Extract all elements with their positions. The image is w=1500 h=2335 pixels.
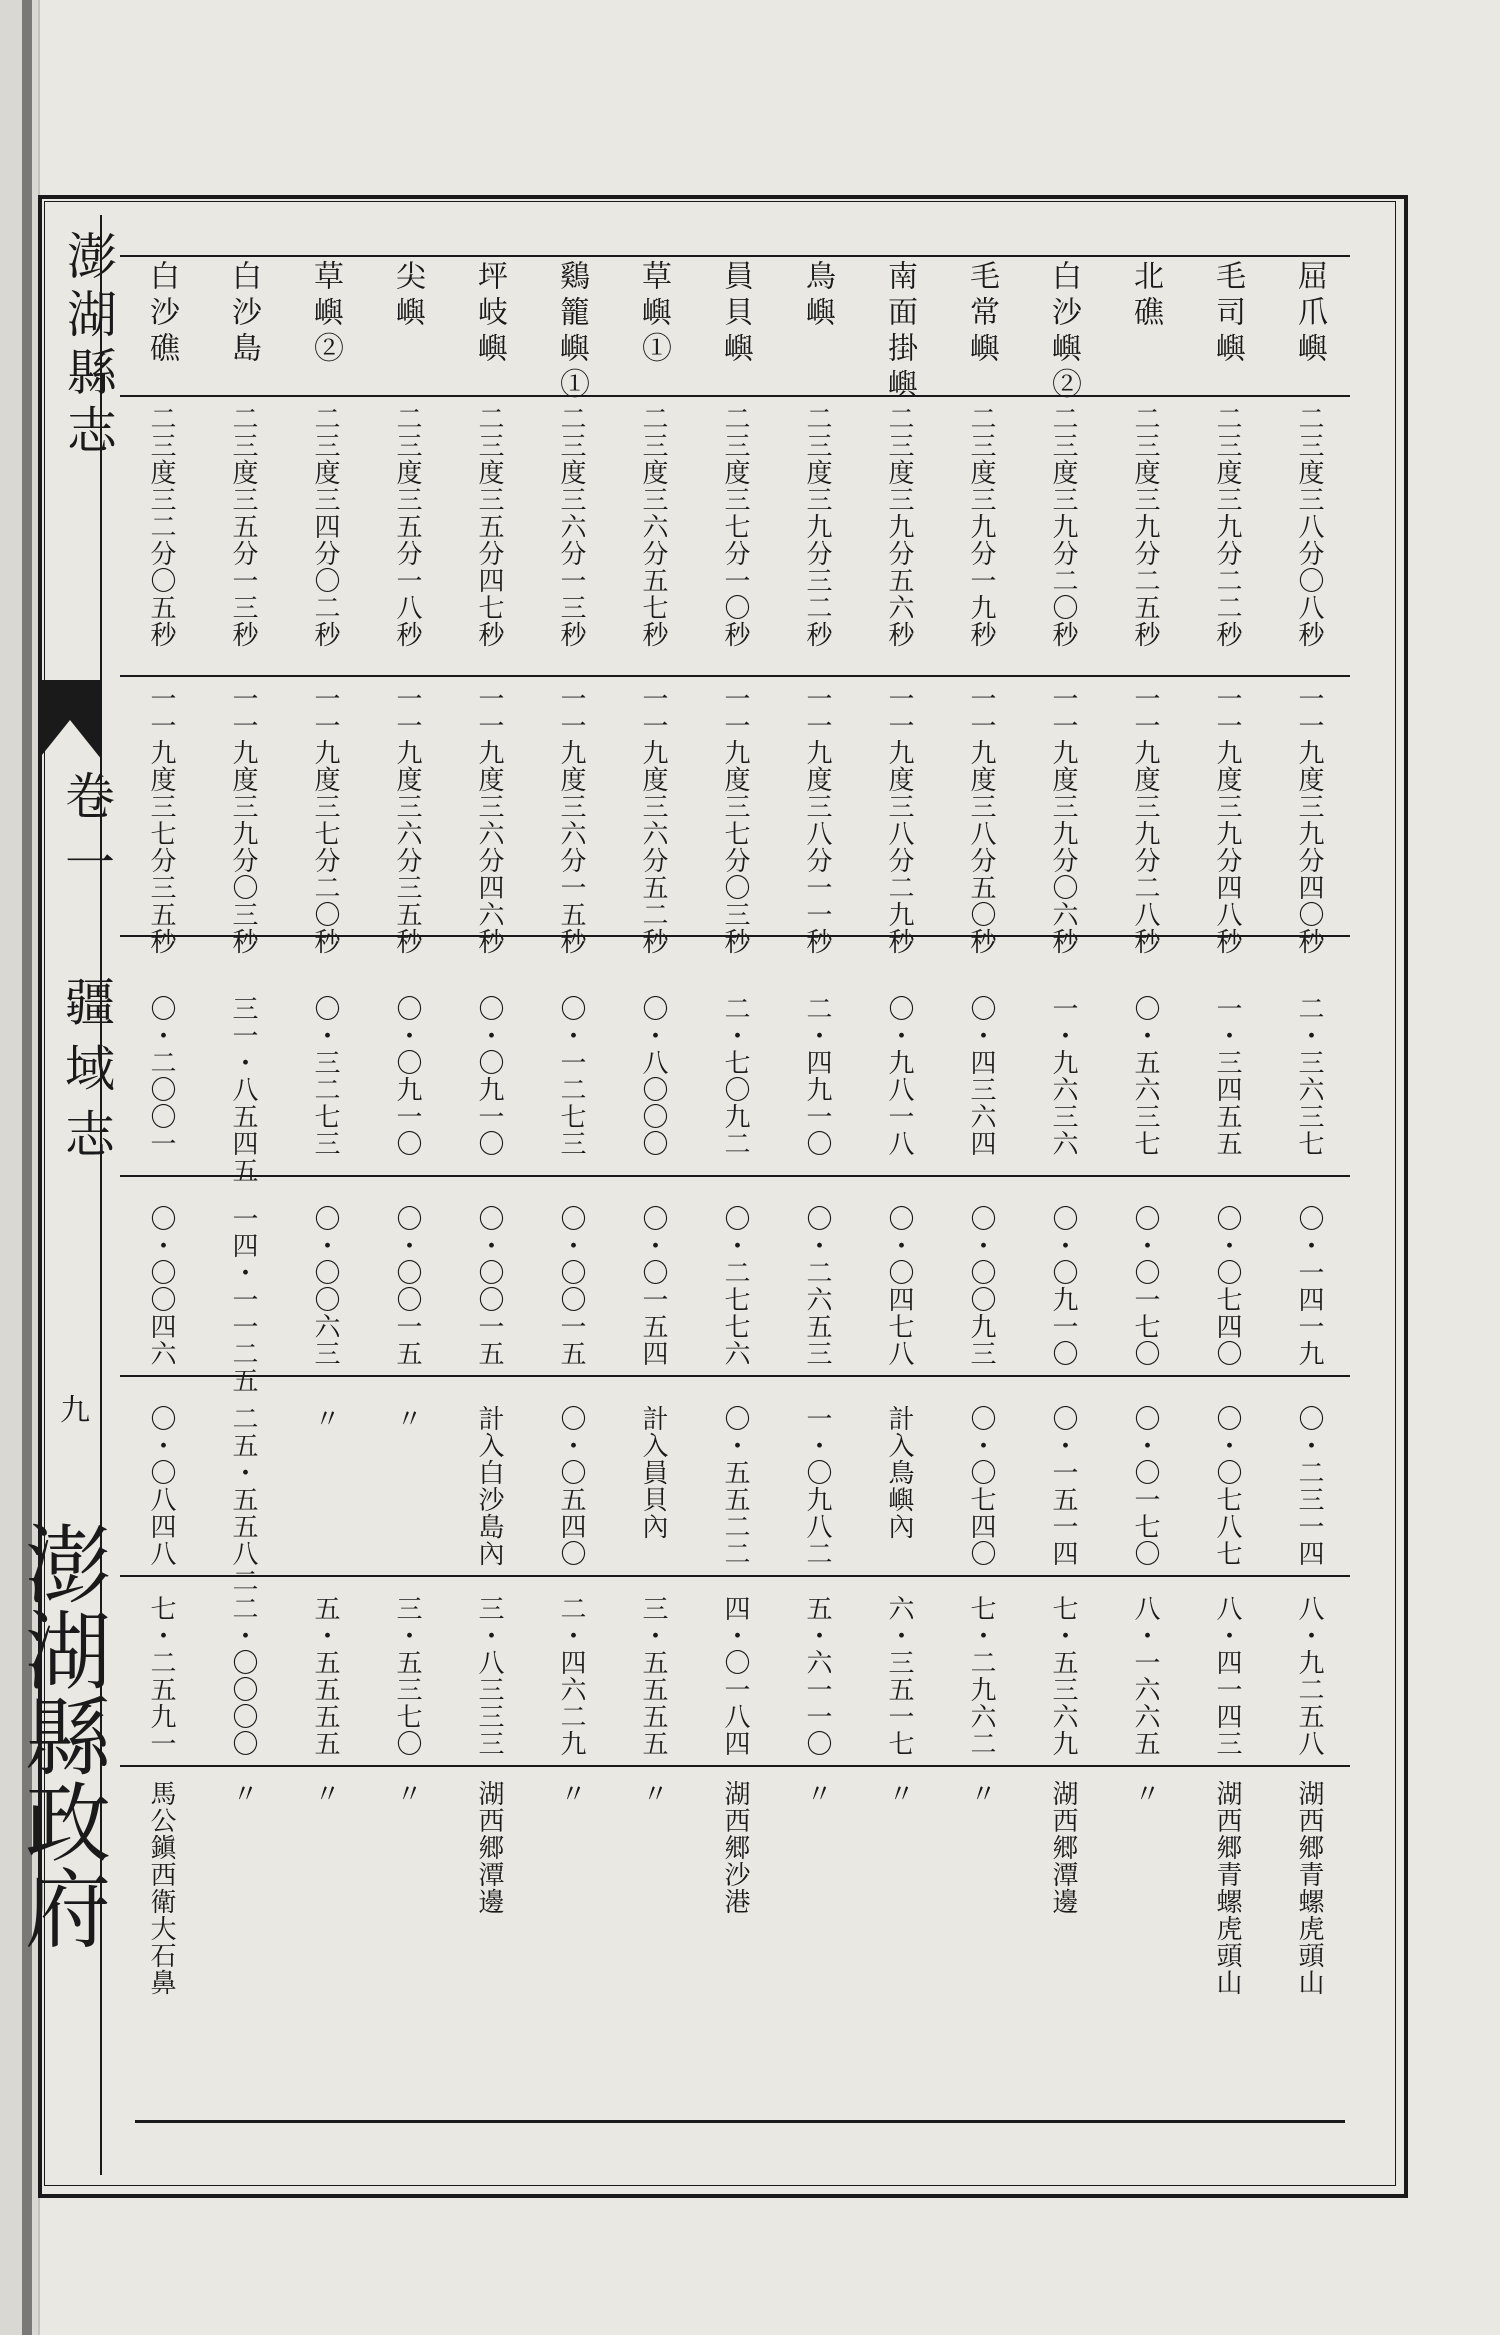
cell-b: [1268, 1205, 1350, 1367]
cell-b: [940, 1205, 1022, 1367]
cell-a: [284, 995, 366, 1157]
cell-loc: [1268, 1780, 1350, 1996]
cell-text: 一一九度三九分四〇秒: [1294, 685, 1324, 955]
cell-text: 一一九度三八分一一秒: [802, 685, 832, 955]
cell-a: [1186, 995, 1268, 1157]
cell-lat: [776, 405, 858, 648]
cell-text: 〇・〇七八七: [1212, 1405, 1242, 1567]
cell-b: [120, 1205, 202, 1367]
chapter-title: 疆域志: [57, 976, 115, 1174]
cell-name: [612, 260, 694, 368]
book-title: 澎湖縣志: [59, 230, 117, 462]
cell-text: 二・七〇九二: [720, 995, 750, 1157]
cell-lon: [1186, 685, 1268, 955]
cell-a: [940, 995, 1022, 1157]
cell-c: [776, 1405, 858, 1567]
table-column: [530, 255, 612, 2135]
cell-d: [858, 1595, 940, 1757]
cell-d: [1104, 1595, 1186, 1757]
cell-text: 二三度三六分五七秒: [638, 405, 668, 648]
cell-b: [694, 1205, 776, 1367]
cell-text: 二三度三五分一三秒: [228, 405, 258, 648]
cell-text: 白沙島: [226, 260, 261, 368]
cell-text: 〇・〇〇九三: [966, 1205, 996, 1367]
cell-text: 〇・〇九一〇: [392, 995, 422, 1157]
cell-text: 三・五五五五: [638, 1595, 668, 1757]
cell-text: 一一九度三九分二八秒: [1130, 685, 1160, 955]
cell-name: [1268, 260, 1350, 368]
cell-text: 〃: [1130, 1780, 1160, 1807]
table-column: [120, 255, 202, 2135]
cell-text: 二三度三九分一九秒: [966, 405, 996, 648]
cell-loc: [776, 1780, 858, 1807]
cell-text: 〇・〇一七〇: [1130, 1205, 1160, 1367]
cell-loc: [530, 1780, 612, 1807]
cell-name: [202, 260, 284, 368]
cell-lon: [202, 685, 284, 955]
cell-text: 〃: [638, 1780, 668, 1807]
cell-b: [202, 1205, 284, 1394]
cell-text: 計入員貝內: [638, 1405, 668, 1540]
cell-text: 〇・〇四七八: [884, 1205, 914, 1367]
cell-c: [1186, 1405, 1268, 1567]
cell-lon: [858, 685, 940, 955]
cell-d: [1268, 1595, 1350, 1757]
cell-a: [1022, 995, 1104, 1157]
cell-text: 二三度三七分一〇秒: [720, 405, 750, 648]
cell-c: [366, 1405, 448, 1432]
cell-text: 一・三四五五: [1212, 995, 1242, 1157]
table-column: [858, 255, 940, 2135]
cell-text: 北礁: [1128, 260, 1163, 332]
cell-text: 〇・〇一五四: [638, 1205, 668, 1367]
cell-loc: [366, 1780, 448, 1807]
cell-text: 計入白沙島內: [474, 1405, 504, 1567]
cell-loc: [120, 1780, 202, 1996]
cell-text: 尖嶼: [390, 260, 425, 332]
cell-text: 一一九度三八分五〇秒: [966, 685, 996, 955]
cell-text: 毛常嶼: [964, 260, 999, 368]
cell-lat: [284, 405, 366, 648]
cell-text: 七・二五九一: [146, 1595, 176, 1757]
cell-text: 〇・一四一九: [1294, 1205, 1324, 1367]
cell-text: 〇・〇一七〇: [1130, 1405, 1160, 1567]
cell-text: 一・〇九八二: [802, 1405, 832, 1567]
cell-b: [776, 1205, 858, 1367]
cell-lat: [448, 405, 530, 648]
cell-c: [940, 1405, 1022, 1567]
cell-text: 〇・九八一八: [884, 995, 914, 1157]
cell-lon: [284, 685, 366, 955]
cell-lat: [612, 405, 694, 648]
table-column: [202, 255, 284, 2135]
cell-lon: [776, 685, 858, 955]
cell-text: 〇・〇〇六三: [310, 1205, 340, 1367]
table-column: [448, 255, 530, 2135]
cell-lat: [694, 405, 776, 648]
cell-text: 一一九度三七分三五秒: [146, 685, 176, 955]
cell-text: 八・九二五八: [1294, 1595, 1324, 1757]
cell-d: [284, 1595, 366, 1757]
cell-text: 二三度三六分一三秒: [556, 405, 586, 648]
islands-table: [120, 255, 1350, 2135]
cell-text: 湖西郷沙港: [720, 1780, 750, 1915]
cell-b: [1022, 1205, 1104, 1367]
cell-text: 屈爪嶼: [1292, 260, 1327, 368]
cell-text: 〃: [310, 1405, 340, 1432]
cell-a: [202, 995, 284, 1184]
cell-text: 二五・五五八二: [228, 1405, 258, 1594]
cell-b: [530, 1205, 612, 1367]
cell-text: 〃: [392, 1780, 422, 1807]
cell-name: [366, 260, 448, 332]
cell-text: 白沙嶼②: [1046, 260, 1081, 404]
cell-loc: [1022, 1780, 1104, 1915]
cell-text: 一一九度三九分四八秒: [1212, 685, 1242, 955]
cell-text: 一一九度三六分五二秒: [638, 685, 668, 955]
table-column: [940, 255, 1022, 2135]
cell-loc: [202, 1780, 284, 1807]
cell-text: 二・四九一〇: [802, 995, 832, 1157]
cell-b: [284, 1205, 366, 1367]
cell-text: 二三度三九分二〇秒: [1048, 405, 1078, 648]
cell-text: 七・二九六二: [966, 1595, 996, 1757]
cell-text: 湖西郷潭邊: [474, 1780, 504, 1915]
book-binding: [0, 0, 40, 2335]
cell-b: [366, 1205, 448, 1367]
cell-lon: [1022, 685, 1104, 955]
cell-text: 〇・一五一四: [1048, 1405, 1078, 1567]
cell-text: 七・五三六九: [1048, 1595, 1078, 1757]
cell-lon: [1104, 685, 1186, 955]
cell-text: 一一九度三六分一五秒: [556, 685, 586, 955]
cell-name: [530, 260, 612, 404]
cell-loc: [612, 1780, 694, 1807]
cell-text: 〇・〇〇一五: [474, 1205, 504, 1367]
cell-text: 二三度三八分〇八秒: [1294, 405, 1324, 648]
cell-lon: [694, 685, 776, 955]
cell-text: 二・〇〇〇〇: [228, 1595, 258, 1757]
cell-text: 六・三五一七: [884, 1595, 914, 1757]
table-column: [1104, 255, 1186, 2135]
cell-text: 一一九度三六分四六秒: [474, 685, 504, 955]
cell-d: [1186, 1595, 1268, 1757]
cell-name: [694, 260, 776, 368]
cell-loc: [1104, 1780, 1186, 1807]
cell-lat: [1268, 405, 1350, 648]
cell-text: 湖西郷青螺虎頭山: [1212, 1780, 1242, 1996]
cell-text: 南面掛嶼: [882, 260, 917, 404]
cell-c: [202, 1405, 284, 1594]
cell-text: 鳥嶼: [800, 260, 835, 332]
cell-c: [694, 1405, 776, 1567]
cell-text: 〇・〇七四〇: [966, 1405, 996, 1567]
cell-text: 〇・〇九一〇: [474, 995, 504, 1157]
cell-text: 二三度三二分〇五秒: [146, 405, 176, 648]
cell-text: 毛司嶼: [1210, 260, 1245, 368]
cell-c: [530, 1405, 612, 1567]
page-number: 九: [60, 1393, 90, 1428]
cell-text: 白沙礁: [144, 260, 179, 368]
cell-c: [1104, 1405, 1186, 1567]
cell-text: 〃: [966, 1780, 996, 1807]
cell-text: 〇・二七七六: [720, 1205, 750, 1367]
cell-text: 〇・五五二二: [720, 1405, 750, 1567]
cell-b: [612, 1205, 694, 1367]
cell-text: 〇・〇九一〇: [1048, 1205, 1078, 1367]
cell-a: [694, 995, 776, 1157]
table-column: [1022, 255, 1104, 2135]
table-column: [1186, 255, 1268, 2135]
cell-name: [776, 260, 858, 332]
cell-lat: [1104, 405, 1186, 648]
cell-name: [940, 260, 1022, 368]
side-seal-text: 澎湖縣政府: [10, 1520, 110, 1950]
cell-text: 〇・八〇〇〇: [638, 995, 668, 1157]
cell-c: [284, 1405, 366, 1432]
cell-lon: [1268, 685, 1350, 955]
cell-text: 三・八三三三: [474, 1595, 504, 1757]
volume-chapter: [50, 770, 122, 1174]
fishtail-mark: [38, 680, 102, 760]
cell-d: [612, 1595, 694, 1757]
cell-text: 一一九度三八分二九秒: [884, 685, 914, 955]
cell-a: [858, 995, 940, 1157]
cell-text: 二三度三九分二五秒: [1130, 405, 1160, 648]
cell-a: [366, 995, 448, 1157]
cell-text: 二・四六二九: [556, 1595, 586, 1757]
table-column: [776, 255, 858, 2135]
cell-text: 一一九度三九分〇六秒: [1048, 685, 1078, 955]
cell-b: [1104, 1205, 1186, 1367]
cell-c: [612, 1405, 694, 1540]
cell-text: 湖西郷潭邊: [1048, 1780, 1078, 1915]
table-column: [284, 255, 366, 2135]
cell-text: 〇・一二七三: [556, 995, 586, 1157]
cell-lat: [1186, 405, 1268, 648]
cell-a: [530, 995, 612, 1157]
cell-text: 草嶼②: [308, 260, 343, 368]
cell-text: 二三度三五分四七秒: [474, 405, 504, 648]
cell-text: 一四・一一二五: [228, 1205, 258, 1394]
cell-text: 八・一六六五: [1130, 1595, 1160, 1757]
cell-lat: [940, 405, 1022, 648]
cell-d: [120, 1595, 202, 1757]
cell-text: 鷄籠嶼①: [554, 260, 589, 404]
cell-text: 四・〇一八四: [720, 1595, 750, 1757]
cell-d: [202, 1595, 284, 1757]
cell-text: 二三度三九分五六秒: [884, 405, 914, 648]
cell-d: [940, 1595, 1022, 1757]
cell-loc: [940, 1780, 1022, 1807]
cell-name: [858, 260, 940, 404]
cell-lon: [940, 685, 1022, 955]
cell-text: 〇・〇五四〇: [556, 1405, 586, 1567]
cell-loc: [694, 1780, 776, 1915]
cell-d: [530, 1595, 612, 1757]
cell-text: 〇・二六五三: [802, 1205, 832, 1367]
cell-d: [776, 1595, 858, 1757]
cell-text: 五・六一一〇: [802, 1595, 832, 1757]
cell-lon: [366, 685, 448, 955]
cell-text: 〇・〇七四〇: [1212, 1205, 1242, 1367]
cell-lon: [448, 685, 530, 955]
cell-text: 〇・二三一四: [1294, 1405, 1324, 1567]
cell-a: [1268, 995, 1350, 1157]
cell-text: 〃: [884, 1780, 914, 1807]
cell-name: [1022, 260, 1104, 404]
cell-a: [776, 995, 858, 1157]
cell-lat: [202, 405, 284, 648]
cell-text: 〇・三二七三: [310, 995, 340, 1157]
table-column: [694, 255, 776, 2135]
cell-lon: [612, 685, 694, 955]
cell-lat: [120, 405, 202, 648]
cell-text: 一一九度三七分二〇秒: [310, 685, 340, 955]
cell-lon: [530, 685, 612, 955]
cell-text: 二・三六三七: [1294, 995, 1324, 1157]
cell-text: 坪岐嶼: [472, 260, 507, 368]
cell-b: [858, 1205, 940, 1367]
cell-lat: [530, 405, 612, 648]
cell-d: [1022, 1595, 1104, 1757]
cell-lon: [120, 685, 202, 955]
cell-name: [1104, 260, 1186, 332]
cell-lat: [1022, 405, 1104, 648]
cell-c: [120, 1405, 202, 1567]
cell-text: 〃: [802, 1780, 832, 1807]
cell-a: [448, 995, 530, 1157]
cell-text: 三一・八五四五: [228, 995, 258, 1184]
cell-text: 三・五三七〇: [392, 1595, 422, 1757]
cell-text: 二三度三九分二二秒: [1212, 405, 1242, 648]
cell-b: [1186, 1205, 1268, 1367]
binding-stitching: [22, 0, 32, 2335]
cell-a: [1104, 995, 1186, 1157]
cell-text: 一一九度三七分〇三秒: [720, 685, 750, 955]
cell-text: 〃: [392, 1405, 422, 1432]
bottom-rule: [135, 2120, 1345, 2123]
table-column: [1268, 255, 1350, 2135]
cell-lat: [858, 405, 940, 648]
cell-loc: [448, 1780, 530, 1915]
cell-loc: [858, 1780, 940, 1807]
cell-text: 計入鳥嶼內: [884, 1405, 914, 1540]
table-column: [366, 255, 448, 2135]
cell-c: [1022, 1405, 1104, 1567]
cell-text: 員貝嶼: [718, 260, 753, 368]
cell-name: [448, 260, 530, 368]
cell-text: 一・九六三六: [1048, 995, 1078, 1157]
cell-text: 草嶼①: [636, 260, 671, 368]
cell-d: [366, 1595, 448, 1757]
cell-name: [284, 260, 366, 368]
cell-text: 〇・〇八四八: [146, 1405, 176, 1567]
cell-text: 〃: [228, 1780, 258, 1807]
cell-text: 一一九度三六分三五秒: [392, 685, 422, 955]
cell-text: 馬公鎭西衛大石鼻: [146, 1780, 176, 1996]
cell-loc: [284, 1780, 366, 1807]
cell-a: [120, 995, 202, 1157]
cell-lat: [366, 405, 448, 648]
cell-text: 五・五五五五: [310, 1595, 340, 1757]
cell-text: 二三度三五分一八秒: [392, 405, 422, 648]
cell-text: 〇・四三六四: [966, 995, 996, 1157]
cell-b: [448, 1205, 530, 1367]
cell-name: [120, 260, 202, 368]
cell-text: 〃: [556, 1780, 586, 1807]
cell-text: 〇・五六三七: [1130, 995, 1160, 1157]
cell-d: [694, 1595, 776, 1757]
cell-text: 一一九度三九分〇三秒: [228, 685, 258, 955]
cell-a: [612, 995, 694, 1157]
cell-text: 湖西郷青螺虎頭山: [1294, 1780, 1324, 1996]
cell-name: [1186, 260, 1268, 368]
cell-d: [448, 1595, 530, 1757]
cell-text: 八・四一四三: [1212, 1595, 1242, 1757]
cell-text: 〇・〇〇一五: [392, 1205, 422, 1367]
cell-text: 〇・〇〇一五: [556, 1205, 586, 1367]
cell-text: 〃: [310, 1780, 340, 1807]
table-column: [612, 255, 694, 2135]
cell-text: 〇・〇〇四六: [146, 1205, 176, 1367]
cell-c: [858, 1405, 940, 1540]
cell-c: [1268, 1405, 1350, 1567]
cell-text: 二三度三九分三二秒: [802, 405, 832, 648]
volume: 卷一: [57, 770, 115, 902]
cell-loc: [1186, 1780, 1268, 1996]
cell-text: 二三度三四分〇二秒: [310, 405, 340, 648]
cell-text: 〇・二〇〇一: [146, 995, 176, 1157]
cell-c: [448, 1405, 530, 1567]
